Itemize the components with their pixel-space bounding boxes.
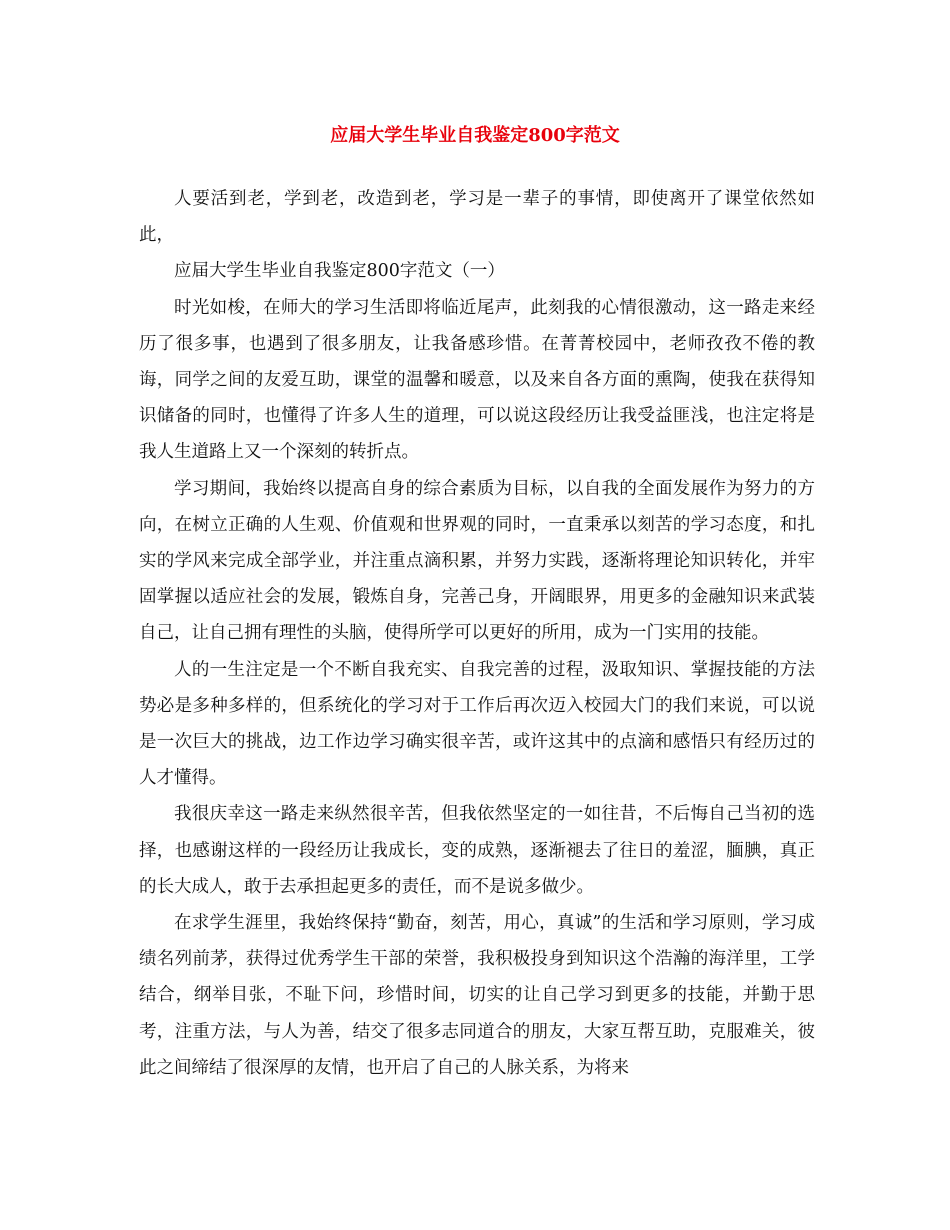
- document-title: 应届大学生毕业自我鉴定800字范文: [330, 125, 620, 146]
- paragraph: 学习期间，我始终以提高自身的综合素质为目标，以自我的全面发展作为努力的方向，在树立正确的人生观、价值观和世界观的同时，一直秉承以刻苦的学习态度，和扎实的学风来完成全部学业，并注重点滴积累，并努力实践，逐渐将理论知识转化，并牢固掌握以适应社会的发展，锻炼自身，完善己身，开阔眼界，用更多的金融知识来武装自己，让自己拥有理性的头脑，使得所学可以更好的所用，成为一门实用的技能。: [139, 478, 815, 644]
- section-heading: 应届大学生毕业自我鉴定800字范文（一）: [174, 261, 505, 282]
- paragraph: 人的一生注定是一个不断自我充实、自我完善的过程，汲取知识、掌握技能的方法势必是多种多样的，但系统化的学习对于工作后再次迈入校园大门的我们来说，可以说是一次巨大的挑战，边工作边学习确实很辛苦，或许这其中的点滴和感悟只有经历过的人才懂得。: [139, 659, 815, 789]
- document-body: [139, 181, 815, 1086]
- paragraph: 时光如梭，在师大的学习生活即将临近尾声，此刻我的心情很激动，这一路走来经历了很多事，也遇到了很多朋友，让我备感珍惜。在菁菁校园中，老师孜孜不倦的教诲，同学之间的友爱互助，课堂的温馨和暖意，以及来自各方面的熏陶，使我在获得知识储备的同时，也懂得了许多人生的道理，可以说这段经历让我受益匪浅，也注定将是我人生道路上又一个深刻的转折点。: [139, 297, 815, 463]
- paragraph-intro: 人要活到老，学到老，改造到老，学习是一辈子的事情，即使离开了课堂依然如此，: [139, 189, 815, 246]
- paragraph: 我很庆幸这一路走来纵然很辛苦，但我依然坚定的一如往昔，不后悔自己当初的选择，也感谢这样的一段经历让我成长，变的成熟，逐渐褪去了往日的羞涩，腼腆，真正的长大成人，敢于去承担起更多的责任，而不是说多做少。: [139, 804, 815, 897]
- paragraph: 在求学生涯里，我始终保持“勤奋，刻苦，用心，真诚”的生活和学习原则，学习成绩名列前茅，获得过优秀学生干部的荣誉，我积极投身到知识这个浩瀚的海洋里，工学结合，纲举目张，不耻下问，珍惜时间，切实的让自己学习到更多的技能，并勤于思考，注重方法，与人为善，结交了很多志同道合的朋友，大家互帮互助，克服难关，彼此之间缔结了很深厚的友情，也开启了自己的人脉关系，为将来: [139, 913, 815, 1078]
